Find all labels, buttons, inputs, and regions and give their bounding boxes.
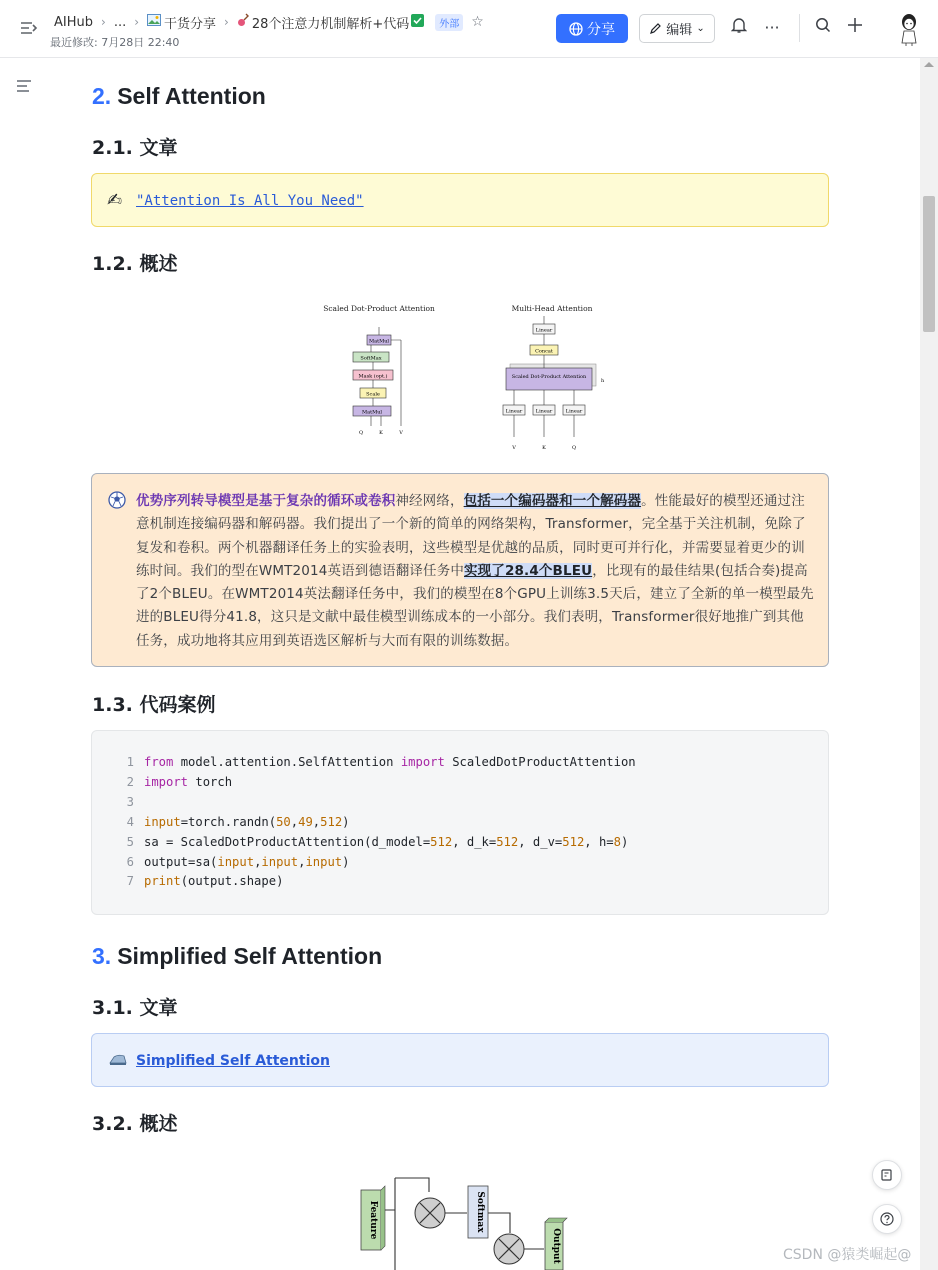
heading-text: Simplified Self Attention <box>117 943 383 969</box>
abstract-text-part: 神经网络， <box>395 493 464 509</box>
code-line <box>114 872 636 892</box>
code-number: 512 <box>320 814 343 829</box>
heading-number: 2. <box>92 83 112 109</box>
comment-icon[interactable] <box>872 1160 902 1190</box>
share-button[interactable] <box>556 14 628 43</box>
fig1-right-input: V <box>512 445 516 451</box>
fig1-left-box: SoftMax <box>360 355 382 362</box>
code-keyword: import <box>400 755 445 769</box>
bell-icon[interactable] <box>728 17 750 39</box>
code-line <box>114 813 636 833</box>
globe-icon <box>569 22 583 36</box>
fig1-right-box: Linear <box>505 408 523 415</box>
line-number: 5 <box>126 834 134 849</box>
callout-simplified-link <box>91 1033 829 1087</box>
code-text: torch <box>188 774 233 789</box>
star-icon[interactable]: ☆ <box>471 14 484 30</box>
fig2-feature-label: Feature <box>368 1200 378 1240</box>
chevron-right-icon: › <box>101 15 106 29</box>
code-number: 512 <box>562 834 585 849</box>
abstract-highlight: 实现了28.4个BLEU <box>464 562 593 579</box>
code-builtin: input <box>305 854 343 869</box>
line-number: 7 <box>126 874 134 889</box>
fig1-right-box: Scaled Dot-Product Attention <box>511 374 587 380</box>
watermark: CSDN @猿类崛起@ <box>783 1247 912 1263</box>
fig1-right-title: Multi-Head Attention <box>511 304 593 313</box>
code-text: ) <box>620 834 629 849</box>
code-text: , <box>254 854 262 869</box>
heading-article: 3.1. 文章 <box>92 997 178 1019</box>
code-builtin: input <box>261 854 299 869</box>
fig2-output-label: Output <box>551 1228 561 1264</box>
fig1-left-title: Scaled Dot-Product Attention <box>323 304 435 313</box>
code-text: , <box>290 814 299 829</box>
code-builtin: input <box>217 854 255 869</box>
simplified-link[interactable]: Simplified Self Attention <box>136 1053 330 1069</box>
attention-architecture-figure <box>320 298 616 456</box>
guitar-icon <box>237 13 249 31</box>
code-text: =torch.randn( <box>180 814 277 829</box>
code-keyword: from <box>144 755 174 769</box>
scrollbar-thumb[interactable] <box>923 196 935 332</box>
scroll-up-arrow-icon[interactable] <box>924 62 934 67</box>
outline-toggle-icon[interactable] <box>16 78 32 92</box>
avatar[interactable] <box>896 12 922 46</box>
code-text: (output.shape) <box>180 874 284 889</box>
code-text: output=sa( <box>144 854 218 869</box>
code-text: , h= <box>584 834 614 849</box>
code-builtin: print <box>144 874 181 889</box>
fig1-left-box: MatMul <box>361 409 383 416</box>
fig1-left-input: K <box>379 430 383 436</box>
fig1-left-box: Mask (opt.) <box>358 373 388 380</box>
fig1-right-box: Linear <box>535 327 553 334</box>
fig1-right-input: K <box>542 445 546 451</box>
abstract-text-part: ，比现有的最佳结果(包括合奏)提高了2个BLEU。在WMT2014英法翻译任务中，我们的模型在8个GPU上训练3.5天后，建立了全新的单一模型最先进的BLEU得分41.8，这只是文献中最佳模型训练成本的一小部分。我们表明，Transformer很好地推广到其他任务，成功地将其应用到英语选区解析与大而有限的训练数据。 <box>136 562 814 649</box>
code-line <box>114 793 636 813</box>
heading-simplified-self-attention <box>92 943 382 970</box>
heading-overview: 1.2. 概述 <box>92 253 178 275</box>
heading-overview: 3.2. 概述 <box>92 1113 178 1135</box>
heading-article: 2.1. 文章 <box>92 137 178 159</box>
abstract-text-part: 。性能最好的模型还通过注意机制连接编码器和解码器。我们提出了一个新的简单的网络架构，Transformer，完全基于关注机制，免除了复发和卷积。两个机器翻译任务上的实验表明，这些模型是优越的品质，同时更可并行化，并需要显着更少的训练时间。我们的型在WMT2014英语到德语翻译任务中 <box>136 493 806 579</box>
fig1-left-input: V <box>399 430 403 436</box>
paper-link[interactable]: "Attention Is All You Need" <box>136 193 364 209</box>
chevron-right-icon: › <box>224 15 229 29</box>
search-icon[interactable] <box>812 17 834 39</box>
breadcrumb-item-share-folder[interactable]: 干货分享 <box>164 16 217 32</box>
top-bar <box>0 0 938 58</box>
share-label: 分享 <box>587 21 615 38</box>
line-number: 1 <box>126 755 134 769</box>
writing-hand-icon: ✍ <box>107 190 123 211</box>
code-text: model.attention.SelfAttention <box>173 755 401 769</box>
code-number: 512 <box>430 834 453 849</box>
code-number: 49 <box>298 814 313 829</box>
code-number: 8 <box>613 834 621 849</box>
line-number: 6 <box>126 854 134 869</box>
code-keyword: import <box>144 774 189 789</box>
abstract-emphasis: 优势序列转导模型是基于复杂的循环或卷积 <box>136 493 396 509</box>
heading-number: 3. <box>92 943 112 969</box>
breadcrumb-item-more[interactable]: ... <box>113 14 127 30</box>
heading-code-example: 1.3. 代码案例 <box>92 694 216 716</box>
code-text: , d_v= <box>518 834 563 849</box>
heading-self-attention <box>92 83 266 110</box>
code-text: ScaledDotProductAttention <box>444 755 636 769</box>
line-number: 3 <box>126 794 134 809</box>
plus-icon[interactable] <box>844 17 866 39</box>
heading-text: Self Attention <box>117 83 266 109</box>
fig1-left-input: Q <box>358 430 364 436</box>
code-number: 50 <box>276 814 291 829</box>
line-number: 2 <box>126 774 134 789</box>
abstract-highlight: 包括一个编码器和一个解码器 <box>463 493 642 509</box>
fig1-right-box: Linear <box>535 408 553 415</box>
callout-abstract <box>91 473 829 667</box>
code-block[interactable] <box>91 730 829 915</box>
fig1-left-box: MatMul <box>368 338 390 345</box>
code-text: ) <box>342 814 350 829</box>
soccer-ball-icon <box>108 491 126 509</box>
abstract-text <box>136 490 814 653</box>
last-modified: 最近修改: 7月28日 22:40 <box>50 36 180 49</box>
fig1-h-label: h <box>601 378 605 384</box>
code-builtin: input <box>144 814 181 829</box>
chevron-right-icon: › <box>134 15 140 29</box>
breadcrumb-item-aihub[interactable]: AIHub <box>54 14 93 30</box>
simplified-attention-figure <box>355 1172 575 1270</box>
external-badge: 外部 <box>435 14 463 31</box>
code-line <box>114 853 636 873</box>
code-line <box>114 833 636 853</box>
code-text: ) <box>342 854 350 869</box>
fig1-right-input: Q <box>571 445 577 451</box>
edit-button[interactable] <box>639 14 715 43</box>
pencil-icon <box>649 22 662 35</box>
fig1-right-box: Linear <box>565 408 583 415</box>
breadcrumb-item-doc[interactable]: 28个注意力机制解析+代码 <box>251 16 410 32</box>
edit-label: 编辑 <box>666 23 693 38</box>
breadcrumb <box>54 12 484 32</box>
picture-icon <box>147 14 161 30</box>
sidebar-toggle-icon[interactable] <box>20 20 38 36</box>
code-line <box>114 753 636 773</box>
code-line <box>114 773 636 793</box>
code-text: , <box>298 854 306 869</box>
more-icon[interactable]: ··· <box>764 18 780 37</box>
code-text: sa = ScaledDotProductAttention(d_model= <box>144 834 431 849</box>
callout-paper-link <box>91 173 829 227</box>
fig1-left-box: Scale <box>366 391 380 398</box>
code-number: 512 <box>496 834 519 849</box>
divider <box>799 14 800 42</box>
line-number: 4 <box>126 814 134 829</box>
fig1-right-box: Concat <box>535 348 553 355</box>
chevron-down-icon: ⌄ <box>696 23 705 34</box>
check-mark-icon <box>411 14 424 31</box>
code-text: , d_k= <box>452 834 497 849</box>
code-text: , <box>312 814 321 829</box>
iron-icon <box>108 1051 128 1069</box>
code-lines <box>114 753 636 892</box>
fig2-softmax-label: Softmax <box>475 1191 485 1233</box>
help-icon[interactable] <box>872 1204 902 1234</box>
